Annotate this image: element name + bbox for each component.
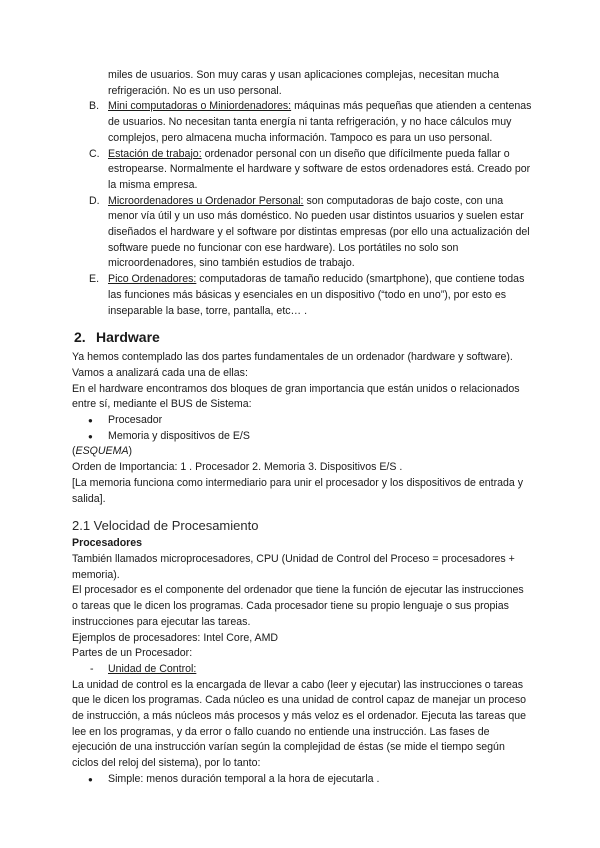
list-marker: C. (89, 147, 100, 160)
section-heading-hardware (72, 327, 532, 347)
paragraph-componente: El procesador es el componente del ordenador que tiene la función de ejecutar las instrucciones o tareas que le dicen los programas. Cada procesador tiene su propio lenguaje o sus propias instrucciones para ejecutar las tareas. (72, 584, 524, 628)
bullet-icon: ● (88, 431, 93, 441)
bullet-item (72, 429, 532, 445)
bullet-text: Memoria y dispositivos de E/S (108, 429, 250, 442)
list-item (72, 272, 532, 319)
list-item-a-continuation: miles de usuarios. Son muy caras y usan aplicaciones complejas, necesitan mucha refrigeración. No es un uso personal. (108, 69, 499, 97)
paragraph-memoria: [La memoria funciona como intermediario para unir el procesador y los dispositivos de entrada y salida]. (72, 476, 524, 505)
dash-item (72, 662, 532, 678)
esquema-note (72, 444, 532, 460)
section-number: 2. (74, 329, 86, 346)
list-item (72, 194, 532, 273)
list-item-title: Microordenadores u Ordenador Personal: (108, 194, 304, 207)
list-item-text: ordenador personal con un diseño que difícilmente pueda fallar o estropearse. Normalmente el hardware y software de estos ordenadores está. Creado por la misma empresa. (108, 147, 531, 191)
list-item-text: máquinas más pequeñas que atienden a centenas de usuarios. No necesitan tanta energía ni tanta refrigeración, y no hace cálculos muy complejos, pero almacena mucha información. Tampoco es para un uso personal. (108, 100, 532, 144)
subsection-heading: 2.1 Velocidad de Procesamiento (72, 518, 259, 534)
section-title: Hardware (96, 329, 160, 346)
dash-marker: - (90, 662, 94, 675)
list-marker: D. (89, 194, 100, 207)
bullet-item (72, 772, 532, 788)
dash-label: Unidad de Control: (108, 662, 197, 675)
paragraph-orden: Orden de Importancia: 1 . Procesador 2. Memoria 3. Dispositivos E/S . (72, 461, 403, 474)
list-marker: E. (89, 273, 100, 286)
list-item-text: son computadoras de bajo coste, con una menor vía útil y un uso más doméstico. No pueden usar distintos usuarios y suelen estar diseñados el hardware y el software por distintas empresas (por ello una actualización del software puede no funcionar con ese hardware). Los portátiles no solo son microordenadores, sino también estudios de trabajo. (108, 194, 530, 270)
paragraph-tambien: También llamados microprocesadores, CPU (Unidad de Control del Proceso = procesadores + memoria). (72, 552, 515, 581)
list-item-title: Estación de trabajo: (108, 147, 202, 160)
esquema-word: ESQUEMA (75, 445, 129, 458)
list-item (72, 99, 532, 146)
paragraph-unidad: La unidad de control es la encargada de llevar a cabo (leer y ejecutar) las instrucciones o tareas que le dicen los programas. Cada núcleo es una unidad de control capaz de manejar un proceso de instrucción, a más núcleos más procesos y más veloz es el ordenador. Ejecuta las tareas que lee en los programas, y da error o fallo cuando no entiende una instrucción. Las fases de ejecución de una instrucción varían según la complejidad de éstas (se mide el tiempo según ciclos del reloj del sistema), por lo tanto: (72, 678, 527, 770)
procesadores-bold: Procesadores (72, 537, 143, 550)
bullet-text: Procesador (108, 414, 163, 427)
computer-types-list (72, 99, 532, 319)
esquema-open: ( (72, 445, 76, 458)
list-marker: B. (89, 100, 100, 113)
bullet-text: Simple: menos duración temporal a la hora de ejecutarla . (108, 772, 380, 785)
bullet-icon: ● (88, 416, 93, 426)
list-item (72, 147, 532, 194)
list-item-title: Mini computadoras o Miniordenadores: (108, 100, 292, 113)
paragraph-partes: Partes de un Procesador: (72, 647, 193, 660)
bullet-icon: ● (88, 774, 93, 784)
list-item-text: computadoras de tamaño reducido (smartphone), que contiene todas las funciones más básicas y esenciales en un dispositivo (“todo en uno”), por esto es inseparable la base, torre, pantalla, etc… . (108, 273, 525, 317)
list-item-title: Pico Ordenadores: (108, 273, 197, 286)
paragraph-ejemplos: Ejemplos de procesadores: Intel Core, AMD (72, 631, 279, 644)
paragraph-intro: Ya hemos contemplado las dos partes fundamentales de un ordenador (hardware y software). Vamos a analizará cada una de ellas: (72, 351, 513, 379)
bullet-item (72, 413, 532, 429)
document-page (72, 68, 532, 788)
esquema-close: ) (128, 445, 133, 458)
procesadores-title (72, 536, 532, 552)
paragraph-blocks: En el hardware encontramos dos bloques de gran importancia que están unidos o relacionados entre sí, mediante el BUS de Sistema: (72, 382, 520, 411)
